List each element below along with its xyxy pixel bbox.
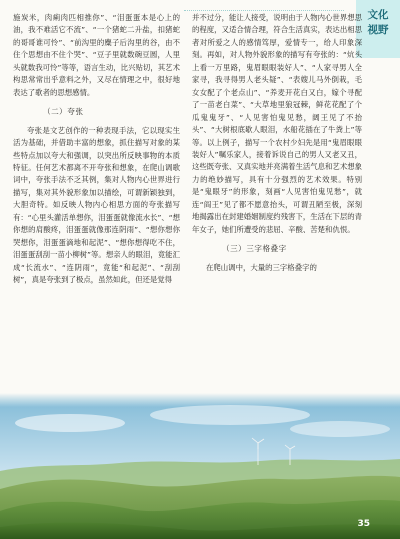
left-column [13, 12, 180, 287]
right-paragraph-1: 并不过分，能让人接受，说明由于人物内心世界想思的程度，又适合情合理，符合生活真实，表达出相思者对所爱之人的感情笃厚，爱情专一，给人印象深刻。再如，对人物外貌形象的描写有夸张的：“炕头上看一万里路，鬼眉眼眼装好人”、“人家寻男人全家寻，我寻得男人老头疑”、“表嫂儿马外倒栽，毛女女配了个老点山”、“养麦开花白又白，嫁个寻配了一苗老白菜”、“大草地里狼冠棘，鲜花花配了个瓜鬼鬼牙”、“人见害怕鬼见愁，阔王见了不抬头”、“大树根底歇人眼泪，水船花插在了牛粪上”等等。以上例子，描写一个农村少妇先是用“鬼眉眼眼装好人”嘱乐家人，接着诉说自己的男人又老又丑，这些既夸张、又真实地并亮满着生活气息和艺术想象力的绝妙描写，具有十分强烈的艺术效果。特别是“鬼眼牙”的形象，刻画“人见害怕鬼见愁”，就连“阎王”见了都不愿意抬头，可谓丑陋至极，深刻地揭露出在封建婚姻制度约残害下，生活在下层的青年女子，她们所遭受的悲屈、辛酸、苦楚和仇恨。 [192, 13, 362, 234]
section-tag-line1: 文化 [367, 9, 389, 21]
right-paragraph-2: 在爬山调中，大量的三字格叠字的 [206, 262, 317, 272]
section-tag-line2: 视野 [367, 24, 389, 36]
grassland-landscape-photo [0, 393, 400, 539]
left-paragraph-2: 夸张是文艺创作的一种表现手法，它以现实生活为基础，并借助丰富的想象，抓住描写对象的某些特点加以夸大和强调，以突出所反映事物的本质特征。任何艺术都离不开夸张和想象，在爬山调歌词中，夸张手法不乏其例，集对人物内心世界进行描写，集对其外貌形象加以描绘，可谓新颖独到，大胆奇特。如反映人物内心相思方面的夸张描写有：“心里头灌活单想你，泪蛋蛋就像流水长”、“想你想的肩酸疼，泪蛋蛋就像那连阴雨”、“想你想你哭想你，泪蛋蛋滴地和起泥”、“想你想得吃不住，泪蛋蛋刮刮一苗小柳树”等。想亲人的眼泪，竟能汇成“长流水”、“连阴雨”，竟能“和起泥”、“刮刮树”，真是夸张到了极点，虽然如此，但还是觉得 [13, 125, 180, 285]
section-heading-three-char-reduplication: （三）三字格叠字 [222, 244, 287, 254]
section-tag [356, 0, 400, 58]
right-column [192, 12, 362, 274]
page-number: 35 [357, 519, 370, 529]
section-heading-exaggeration: （二）夸张 [43, 107, 84, 117]
left-paragraph-1: 施炭米，肉痢肉匹相推你”、“泪蛋蛋本是心上的油，我不难活它不流”、“一个猪蛇二升盐，扣猪蛇的哥哥谁可怜”、“前沟里的麋子后沟里的谷，由不住个思想由不住个哭”、“豆子里就数碗豆圆，人里头就数我可怜”等等，语言生动，比兴贴切，其艺术构思常常出乎意料之外，又尽在情理之中，很好地表达了歌者的思想感情。 [13, 13, 180, 97]
